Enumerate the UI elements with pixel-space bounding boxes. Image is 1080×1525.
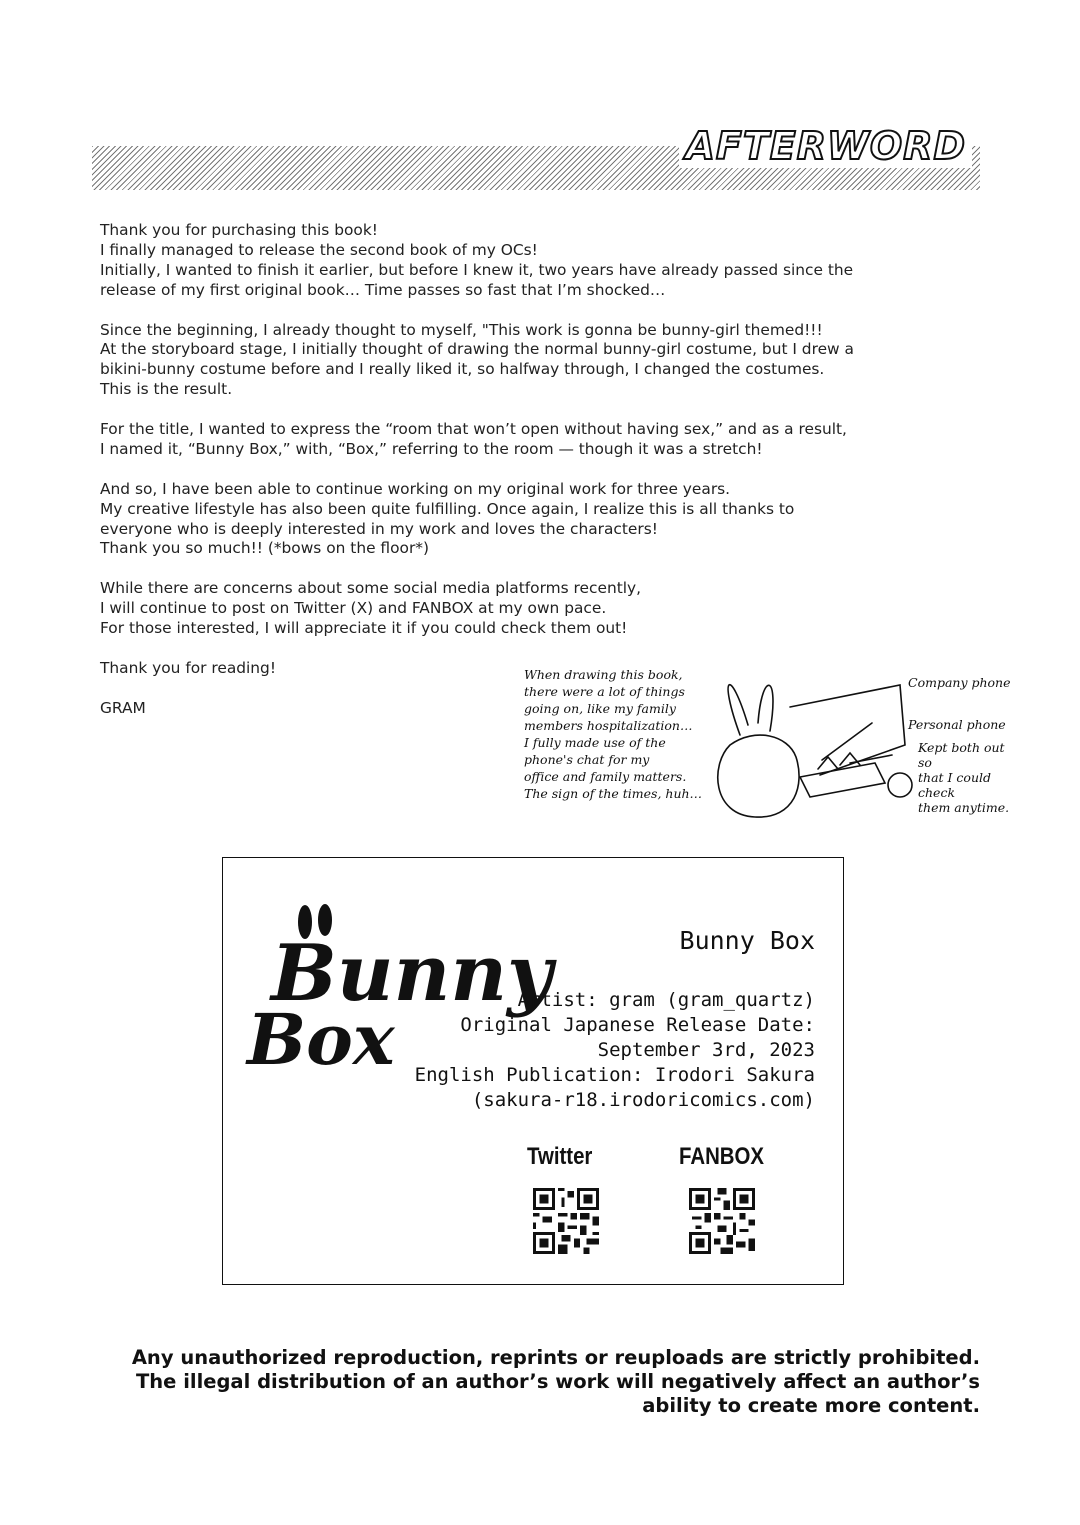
legal-line: The illegal distribution of an author’s work will negatively affect an author’s [136,1370,980,1393]
twitter-label: Twitter [527,1143,593,1170]
colophon-box [222,857,844,1285]
paragraph: Since the beginning, I already thought to myself, "This work is gonna be bunny-girl themed!!! At the storyboard stage, I initially thought of drawing the normal bunny-girl costume, but I drew a bikini-bunny costume before and I really liked it, so halfway through, I changed the costumes. This is the result. [100,320,854,399]
author-sketch [520,660,1020,835]
label-kept-both: Kept both out so that I could check them anytime. [918,740,1010,815]
release-date: September 3rd, 2023 [597,1039,815,1061]
author-signature: GRAM [100,698,146,717]
book-info [415,988,815,1113]
paragraph: And so, I have been able to continue working on my original work for three years. My creative lifestyle has also been quite fulfilling. Once again, I realize this is all thanks to everyone who is deeply interested in my work and loves the characters! Thank you so much!! (*bows on the floor*) [100,479,795,558]
paragraph: Thank you for reading! [100,658,277,677]
book-title: Bunny Box [679,926,815,955]
legal-notice [80,1346,980,1418]
label-personal-phone: Personal phone [908,717,1006,732]
legal-line: ability to create more content. [642,1394,980,1417]
label-company-phone: Company phone [908,675,1011,690]
publication-credit: English Publication: Irodori Sakura [414,1064,815,1086]
paragraph: For the title, I wanted to express the “room that won’t open without having sex,” and as a result, I named it, “Bunny Box,” with, “Box,” referring to the room — though it was a stretch! [100,420,847,458]
release-label: Original Japanese Release Date: [460,1014,815,1036]
fanbox-label: FANBOX [679,1143,765,1170]
logo-word-bunny: Bunny [271,928,553,1019]
paragraph: While there are concerns about some social media platforms recently, I will continue to post on Twitter (X) and FANBOX at my own pace. For those interested, I will appreciate it if you could check them out! [100,579,642,638]
sketch-note: When drawing this book, there were a lot of things going on, like my family members hospitalization… I fully made use of the phone's chat for my office and family matters. The sign of the times, huh… [524,667,703,801]
legal-line: Any unauthorized reproduction, reprints or reuploads are strictly prohibited. [131,1346,980,1369]
publication-url: (sakura-r18.irodoricomics.com) [471,1089,815,1111]
logo-word-box: Box [247,998,395,1081]
artist-credit: Artist: gram (gram_quartz) [517,989,815,1011]
paragraph: Thank you for purchasing this book! I finally managed to release the second book of my OCs! Initially, I wanted to finish it earlier, but before I knew it, two years have already passed since the release of my first original book… Time passes so fast that I’m shocked… [100,221,854,299]
page-title: AFTERWORD [679,124,972,168]
fanbox-qr-code-icon[interactable] [689,1188,755,1254]
bunny-at-desk-illustration [700,665,920,825]
twitter-qr-code-icon[interactable] [533,1188,599,1254]
